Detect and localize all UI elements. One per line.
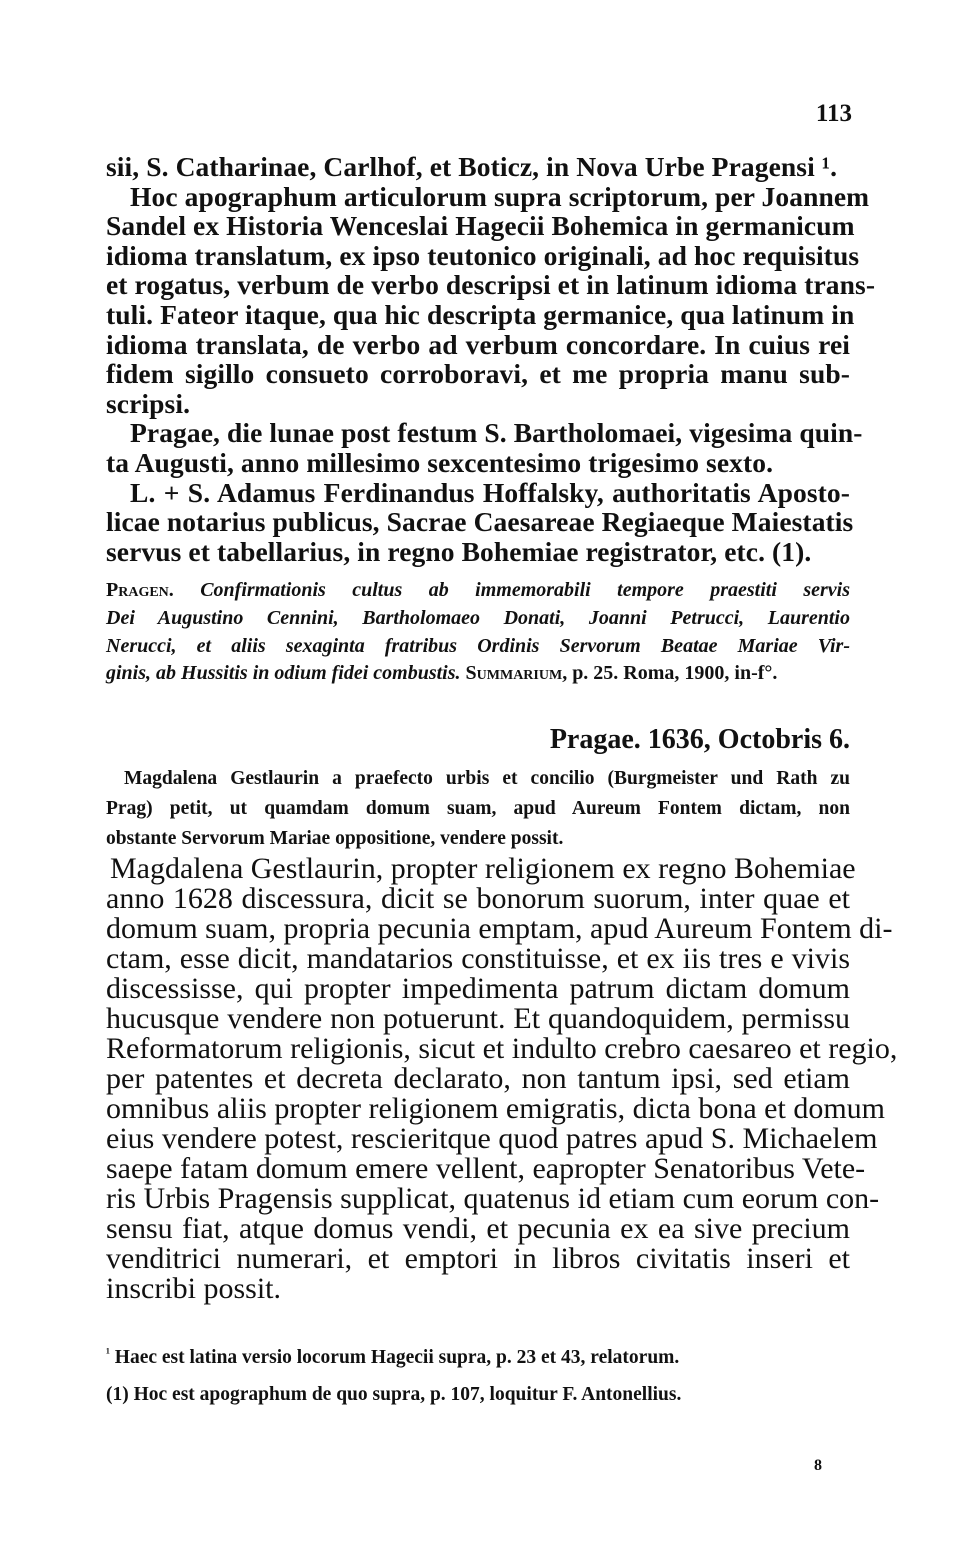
bibliography-note	[106, 577, 850, 688]
document-dateline: Pragae. 1636, Octobris 6.	[549, 724, 850, 755]
bibliography-line: Dei Augustino Cennini, Bartholomaeo Donati, Joanni Petrucci, Laurentio	[106, 606, 850, 629]
text-line: L. + S. Adamus Ferdinandus Hoffalsky, authoritatis Aposto-	[130, 476, 850, 508]
text-line: anno 1628 discessura, dicit se bonorum suorum, inter quae et	[106, 882, 850, 915]
document-text	[106, 852, 898, 1305]
summarium-label: Summarium	[465, 662, 563, 685]
text-line: idioma translatum, ex ipso teutonico originali, ad hoc requisitus	[106, 239, 860, 271]
text-line: omnibus aliis propter religionem emigratis, dicta bona et domum	[106, 1092, 886, 1125]
text-line: Magdalena Gestlaurin, propter religionem ex regno Bohemiae	[110, 852, 856, 885]
bibliography-text: ginis, ab Hussitis in odium fidei combustis.	[106, 662, 461, 685]
text-line: fidem sigillo consueto corroboravi, et me propria manu sub-	[106, 358, 850, 390]
bibliography-line: Nerucci, et aliis sexaginta fratribus Ordinis Servorum Beatae Mariae Vir-	[106, 634, 850, 657]
text-line: inscribi possit.	[106, 1272, 282, 1305]
notarial-paragraph	[106, 151, 876, 567]
text-line: licae notarius publicus, Sacrae Caesareae Regiaeque Maiestatis	[106, 506, 854, 538]
text-line: ris Urbis Pragensis supplicat, quatenus id etiam cum eorum con-	[106, 1182, 880, 1215]
text-line: discessisse, qui propter impedimenta patrum dictam domum	[106, 972, 850, 1005]
page-number: 113	[815, 100, 852, 127]
text-line: Reformatorum religionis, sicut et indulto crebro caesareo et regio,	[106, 1032, 898, 1065]
document-summary	[106, 764, 850, 854]
text-line: sii, S. Catharinae, Carlhof, et Boticz, in Nova Urbe Pragensi ¹.	[106, 151, 838, 182]
text-line: venditrici numerari, et emptori in libros civitatis inseri et	[106, 1242, 850, 1275]
summary-line: Prag) petit, ut quamdam domum suam, apud Aureum Fontem dictam, non	[106, 798, 850, 819]
signature-mark: 8	[814, 1457, 822, 1474]
text-line: scripsi.	[106, 387, 191, 419]
footnote-text: Haec est latina versio locorum Hagecii supra, p. 23 et 43, relatorum.	[114, 1347, 680, 1368]
text-line: hucusque vendere non potuerunt. Et quandoquidem, permissu	[106, 1002, 850, 1035]
bibliography-line	[106, 660, 850, 688]
bibliography-text: Confirmationis cultus ab immemorabili tempore praestiti servis	[200, 579, 850, 601]
text-line: ctam, esse dicit, mandatarios constituisse, et ex iis tres e vivis	[106, 942, 850, 975]
text-line: per patentes et decreta declarato, non tantum ipsi, sed etiam	[106, 1062, 850, 1095]
text-line: domum suam, propria pecunia emptam, apud Aureum Fontem di-	[106, 912, 893, 945]
text-line: Sandel ex Historia Wenceslai Hagecii Bohemica in germanicum	[106, 210, 855, 242]
footnote-1	[106, 1345, 850, 1369]
text-line: tuli. Fateor itaque, qua hic descripta germanice, qua latinum in	[106, 298, 855, 330]
text-line: eius vendere potest, rescieritque quod patres apud S. Michaelem	[106, 1122, 878, 1155]
text-line: idioma translata, de verbo ad verbum concordare. In cuius rei	[106, 328, 850, 360]
summary-line: obstante Servorum Mariae oppositione, vendere possit.	[106, 828, 564, 849]
text-line: saepe fatam domum emere vellent, eapropter Senatoribus Vete-	[106, 1152, 866, 1185]
summary-line: Magdalena Gestlaurin a praefecto urbis et concilio (Burgmeister und Rath zu	[124, 768, 850, 789]
bibliography-line	[106, 577, 850, 605]
footnote-2	[106, 1384, 850, 1406]
bibliography-tail: , p. 25. Roma, 1900, in-f°.	[562, 662, 778, 685]
footnote-text: (1) Hoc est apographum de quo supra, p. 107, loquitur F. Antonellius.	[106, 1384, 682, 1405]
footnote-marker: ¹	[106, 1345, 110, 1360]
text-line: Hoc apographum articulorum supra scriptorum, per Joannem	[130, 180, 870, 212]
text-line: servus et tabellarius, in regno Bohemiae registrator, etc. (1).	[106, 535, 812, 567]
bibliography-label: Pragen.	[106, 579, 174, 601]
text-line: ta Augusti, anno millesimo sexcentesimo trigesimo sexto.	[106, 446, 774, 478]
text-line: et rogatus, verbum de verbo descripsi et in latinum idioma trans-	[106, 269, 876, 301]
text-line: Pragae, die lunae post festum S. Bartholomaei, vigesima quin-	[130, 417, 863, 449]
text-line: sensu fiat, atque domus vendi, et pecunia ex ea sive precium	[106, 1212, 850, 1245]
